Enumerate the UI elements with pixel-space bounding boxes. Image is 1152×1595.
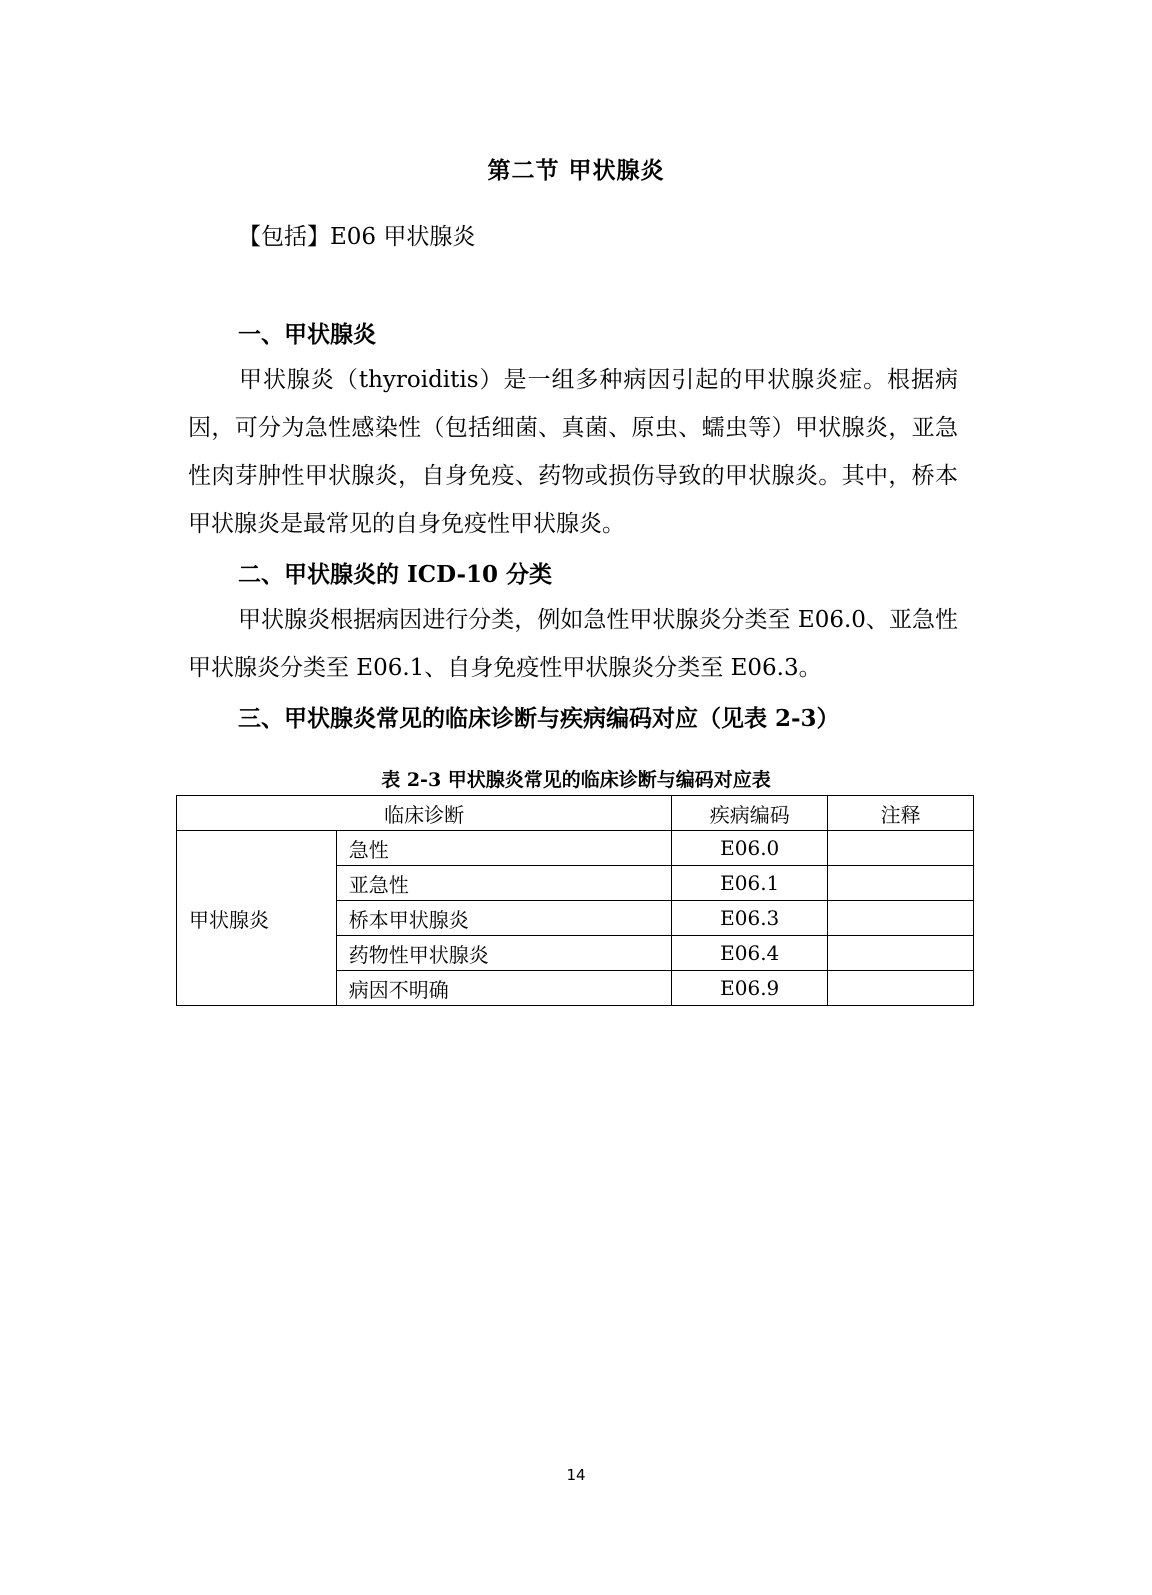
paragraph-1 (188, 356, 958, 548)
diagnosis-cell: 亚急性 (336, 866, 671, 901)
diagnosis-cell: 急性 (336, 831, 671, 866)
includes-line: 【包括】E06 甲状腺炎 (238, 224, 476, 250)
diagnosis-cell: 病因不明确 (336, 971, 671, 1006)
page-number: 14 (566, 1466, 586, 1484)
note-cell (828, 866, 974, 901)
code-cell: E06.4 (672, 936, 828, 971)
code-cell: E06.9 (672, 971, 828, 1006)
code-cell: E06.3 (672, 901, 828, 936)
diagnosis-cell: 桥本甲状腺炎 (336, 901, 671, 936)
note-cell (828, 901, 974, 936)
header-code: 疾病编码 (672, 796, 828, 831)
paragraph-1-text: 甲状腺炎（thyroiditis）是一组多种病因引起的甲状腺炎症。根据病因，可分为急性感染性（包括细菌、真菌、原虫、蠕虫等）甲状腺炎，亚急性肉芽肿性甲状腺炎，自身免疫、药物或损伤导致的甲状腺炎。其中，桥本甲状腺炎是最常见的自身免疫性甲状腺炎。 (188, 367, 958, 537)
code-cell: E06.0 (672, 831, 828, 866)
diagnosis-cell: 药物性甲状腺炎 (336, 936, 671, 971)
heading-3: 三、甲状腺炎常见的临床诊断与疾病编码对应（见表 2-3） (238, 705, 840, 732)
header-note: 注释 (828, 796, 974, 831)
diagnosis-code-table (176, 795, 974, 1006)
section-title: 第二节 甲状腺炎 (487, 157, 665, 184)
table-caption: 表 2-3 甲状腺炎常见的临床诊断与编码对应表 (381, 769, 771, 791)
header-diagnosis: 临床诊断 (177, 796, 672, 831)
note-cell (828, 936, 974, 971)
group-cell: 甲状腺炎 (177, 831, 337, 1006)
note-cell (828, 831, 974, 866)
heading-2: 二、甲状腺炎的 ICD-10 分类 (238, 561, 553, 588)
table-header-row (177, 796, 974, 831)
code-cell: E06.1 (672, 866, 828, 901)
note-cell (828, 971, 974, 1006)
paragraph-2 (188, 596, 958, 692)
heading-1: 一、甲状腺炎 (238, 321, 376, 348)
paragraph-2-text: 甲状腺炎根据病因进行分类，例如急性甲状腺炎分类至 E06.0、亚急性甲状腺炎分类至 E06.1、自身免疫性甲状腺炎分类至 E06.3。 (188, 607, 958, 681)
table-row (177, 831, 974, 866)
